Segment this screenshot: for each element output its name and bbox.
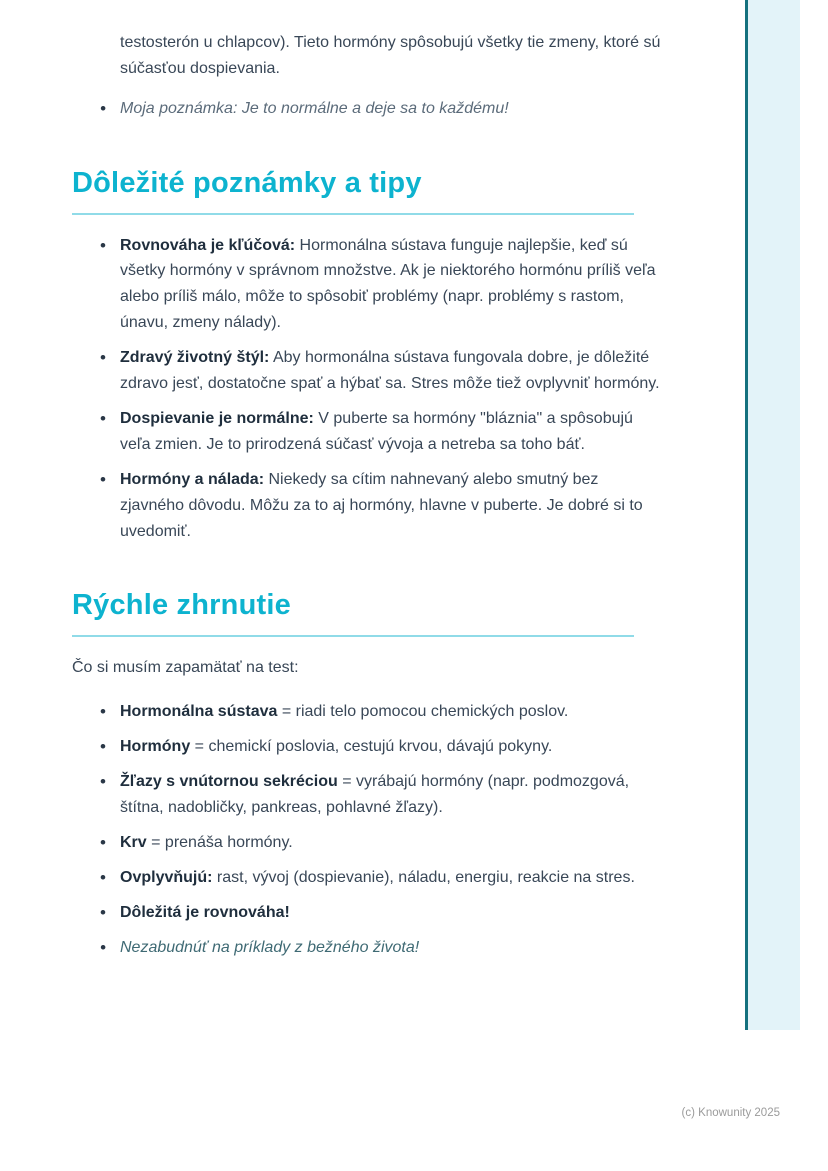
bullet-text: = prenáša hormóny.: [146, 833, 293, 851]
bullet-text: = chemickí poslovia, cestujú krvou, dávajú pokyny.: [190, 738, 553, 756]
list-item: [120, 467, 662, 545]
list-item: [120, 699, 662, 725]
important-notes-list: [72, 233, 662, 545]
bullet-bold-label: Krv: [120, 833, 147, 851]
list-item: [120, 769, 662, 821]
bullet-bold-label: Žľazy s vnútornou sekréciou: [120, 773, 338, 790]
list-item: [120, 406, 662, 458]
bullet-bold-label: Dospievanie je normálne:: [120, 409, 314, 427]
continuation-paragraph: testosterón u chlapcov). Tieto hormóny spôsobujú všetky tie zmeny, ktoré sú súčasťou dospievania.: [120, 34, 661, 77]
bullet-text: Aby hormonálna sústava fungovala dobre, je dôležité zdravo jesť, dostatočne spať a hýbať sa. Stres môže tiež ovplyvniť hormóny.: [120, 349, 660, 393]
bullet-text: V puberte sa hormóny "bláznia" a spôsobujú veľa zmien. Je to prirodzená súčasť vývoja a netreba sa toho báť.: [120, 409, 633, 453]
bullet-bold-label: Hormóny: [120, 738, 191, 756]
right-accent-strip: [745, 0, 800, 1030]
quick-summary-list: [72, 699, 662, 960]
bullet-text: rast, vývoj (dospievanie), náladu, energiu, reakcie na stres.: [212, 868, 635, 886]
list-item: [120, 345, 662, 397]
personal-note-text: Moja poznámka: Je to normálne a deje sa to každému!: [120, 99, 509, 117]
bullet-text: = vyrábajú hormóny (napr. podmozgová, štítna, nadobličky, pankreas, pohlavné žľazy).: [120, 773, 630, 816]
intro-note-list: [72, 96, 662, 122]
list-item: [120, 734, 662, 760]
bullet-bold-label: Zdravý životný štýl:: [120, 349, 270, 367]
list-item: [120, 233, 662, 337]
list-item: [120, 830, 662, 856]
section-divider: [72, 213, 634, 215]
summary-intro: Čo si musím zapamätať na test:: [72, 659, 299, 677]
bullet-text: = riadi telo pomocou chemických poslov.: [277, 703, 569, 721]
bullet-bold-label: Rovnováha je kľúčová:: [120, 236, 296, 254]
list-item: [120, 96, 662, 122]
reminder-note-text: Nezabudnúť na príklady z bežného života!: [120, 938, 420, 956]
bullet-bold-label: Hormóny a nálada:: [120, 470, 265, 488]
section-title-quick-summary: Rýchle zhrnutie: [72, 589, 291, 622]
list-item: [120, 865, 662, 891]
bullet-bold-label: Ovplyvňujú:: [120, 868, 213, 886]
list-item: [120, 935, 662, 961]
bullet-bold-label: Dôležitá je rovnováha!: [120, 903, 290, 921]
page-content: [72, 30, 662, 969]
bullet-text: Hormonálna sústava funguje najlepšie, keď sú všetky hormóny v správnom množstve. Ak je niektorého hormónu príliš veľa alebo príliš málo, môže to spôsobiť problémy (napr. problémy s rastom, únavu, zmeny nálady).: [120, 236, 656, 332]
section-divider: [72, 635, 634, 637]
footer-credit: (c) Knowunity 2025: [681, 1107, 780, 1119]
bullet-text: Niekedy sa cítim nahnevaný alebo smutný bez zjavného dôvodu. Môžu za to aj hormóny, hlavne v puberte. Je dobré si to uvedomiť.: [120, 470, 643, 540]
section-title-important-notes: Dôležité poznámky a tipy: [72, 166, 422, 199]
list-item: [120, 900, 662, 926]
bullet-bold-label: Hormonálna sústava: [120, 703, 278, 721]
